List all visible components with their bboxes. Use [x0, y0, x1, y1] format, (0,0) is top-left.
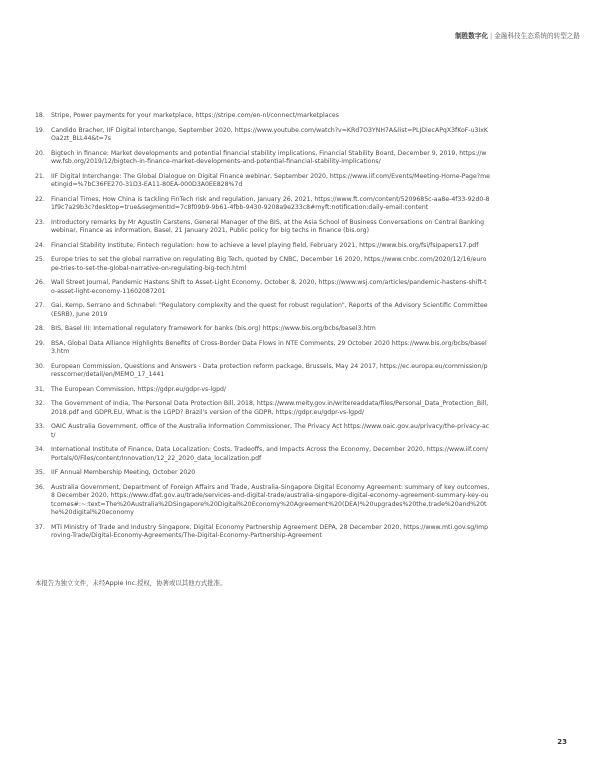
- reference-number: 27.: [35, 302, 45, 310]
- reference-text: Wall Street Journal, Pandemic Hastens Shift to Asset-Light Economy, October 8, 2020, https://www.wsj.com/articles/pandemic-hastens-shift-to-asset-light-economy-11602087201: [51, 279, 487, 295]
- reference-text: BIS, Basel III: International regulatory framework for banks (bis.org) https://www.bis.org/bcbs/basel3.htm: [51, 325, 376, 333]
- reference-item: [35, 484, 490, 518]
- reference-item: [35, 325, 490, 333]
- page-number: 23: [557, 738, 567, 746]
- reference-number: 30.: [35, 362, 45, 370]
- header-separator: |: [490, 32, 493, 40]
- reference-number: 33.: [35, 423, 45, 431]
- disclaimer-note: 本报告为独立文件，未经Apple Inc.授权，协著或以其他方式批准。: [35, 579, 227, 587]
- reference-item: [35, 446, 490, 463]
- reference-number: 19.: [35, 126, 45, 134]
- reference-item: [35, 400, 490, 417]
- reference-text: Financial Stability Institute, Fintech regulation: how to achieve a level playing field, February 2021, https://www.bis.org/fsi/fsipapers17.pdf: [51, 241, 479, 249]
- reference-number: 29.: [35, 339, 45, 347]
- reference-number: 31.: [35, 385, 45, 393]
- reference-number: 24.: [35, 241, 45, 249]
- reference-number: 28.: [35, 325, 45, 333]
- reference-text: Bigtech in finance: Market developments and potential financial stability implications, Financial Stability Board, December 9, 2019, https://www.fsb.org/2019/12/bigtech-in-finance-market-developments-and-potential-financial-stability-implications/: [51, 149, 487, 165]
- reference-item: [35, 302, 490, 319]
- reference-item: [35, 340, 490, 357]
- reference-item: [35, 127, 490, 144]
- reference-item: [35, 242, 490, 250]
- reference-text: The Government of India, The Personal Data Protection Bill, 2018, https://www.meity.gov.in/writereaddata/files/Personal_Data_Protection_Bill,2018.pdf and GDPR.EU, What is the LGPD? Brazil's version of the GDPR, https://gdpr.eu/gdpr-vs-lgpd/: [51, 400, 489, 416]
- reference-item: [35, 363, 490, 380]
- reference-number: 35.: [35, 469, 45, 477]
- reference-item: [35, 173, 490, 190]
- reference-number: 32.: [35, 400, 45, 408]
- reference-item: [35, 219, 490, 236]
- header-subtitle: 金融科技生态系统的转型之路: [494, 32, 580, 40]
- reference-number: 21.: [35, 172, 45, 180]
- reference-item: [35, 386, 490, 394]
- reference-text: IIF Digital Interchange: The Global Dialogue on Digital Finance webinar, September 2020, https://www.iif.com/Events/Meeting-Home-Page?meetingid=%7bC36FE270-31D3-EA11-80EA-000D3A0EE828%7d: [51, 172, 490, 188]
- reference-number: 37.: [35, 523, 45, 531]
- header-brand: 制胜数字化: [455, 32, 489, 40]
- reference-item: [35, 256, 490, 273]
- reference-text: MTI Ministry of Trade and Industry Singapore, Digital Economy Partnership Agreement DEPA, 28 December 2020, https://www.mti.gov.sg/Improving-Trade/Digital-Economy-Agreements/The-Digital-Economy-Partnership-Agreement: [51, 523, 489, 540]
- reference-text: Gai, Kemp, Serrano and Schnabel: "Regulatory complexity and the quest for robust regulation", Reports of the Advisory Scientific Committee (ESRB), June 2019: [51, 302, 488, 318]
- reference-number: 22.: [35, 195, 45, 203]
- running-header: [455, 30, 580, 40]
- reference-item: [35, 524, 490, 541]
- reference-text: OAIC Australia Government, office of the Australia Information Commissioner, The Privacy Act https://www.oaic.gov.au/privacy/the-privacy-act/: [51, 423, 490, 439]
- reference-list: [35, 112, 490, 547]
- reference-number: 26.: [35, 279, 45, 287]
- reference-number: 20.: [35, 149, 45, 157]
- reference-text: The European Commission, https://gdpr.eu/gdpr-vs-lgpd/: [51, 385, 227, 393]
- reference-number: 36.: [35, 483, 45, 491]
- reference-text: BSA, Global Data Alliance Highlights Benefits of Cross-Border Data Flows in NTE Comments, 29 October 2020 https://www.bis.org/bcbs/basel3.htm: [51, 339, 487, 356]
- reference-text: Europe tries to set the global narrative on regulating Big Tech, quoted by CNBC, December 16 2020, https://www.cnbc.com/2020/12/16/europe-tries-to-set-the-global-narrative-on-regulating-big-tech.html: [51, 256, 487, 272]
- reference-text: Financial Times, How China is tackling FinTech risk and regulation, January 26, 2021, https://www.ft.com/content/5209685c-aa8e-4f33-92d0-81f9c7a29b3c?desktop=true&segmentId=7c8f09b9-9b61-4fbb-9430-9208a9e233c8#myft:notification:daily-email:content: [51, 195, 490, 211]
- reference-number: 23.: [35, 218, 45, 226]
- reference-item: [35, 196, 490, 213]
- reference-item: [35, 423, 490, 440]
- reference-number: 34.: [35, 446, 45, 454]
- reference-text: Introductory remarks by Mr Agustín Carstens, General Manager of the BIS, at the Asia School of Business Conversations on Central Banking webinar, Finance as information, Basel, 21 January 2021, Public policy for big techs in finance (bis.org): [51, 218, 485, 234]
- reference-text: Australia Government, Department of Foreign Affairs and Trade, Australia-Singapore Digital Economy Agreement: summary of key outcomes, 8 December 2020, https://www.dfat.gov.au/trade/services-and-digital-trade/australia-singapore-digital-economy-agreement-summary-key-outcomes#:~:text=The%20Australia%2DSingapore%20Digital%20Economy%20Agreement%20(DEA)%20upgrades%20the,trade%20and%20the%20digital%20economy: [51, 483, 490, 517]
- reference-text: European Commission, Questions and Answers - Data protection reform package, Brussels, May 24 2017, https://ec.europa.eu/commission/presscorner/detail/en/MEMO_17_1441: [51, 362, 488, 379]
- reference-text: Candido Bracher, IIF Digital Interchange, September 2020, https://www.youtube.com/watch?v=KRd7O3YNH7A&list=PLJDiecAPqX3fKoF-u3IxKOa2zt_BLL44&t=7s: [51, 126, 488, 142]
- reference-item: [35, 469, 490, 477]
- reference-number: 25.: [35, 256, 45, 264]
- reference-text: IIF Annual Membership Meeting, October 2020: [51, 469, 196, 477]
- reference-item: [35, 279, 490, 296]
- reference-item: [35, 112, 490, 120]
- reference-text: International Institute of Finance, Data Localization: Costs, Tradeoffs, and Impacts Across the Economy, December 2020, https://www.iif.com/Portals/0/Files/content/Innovation/12_22_2020_data_localization.pdf: [51, 446, 488, 462]
- reference-number: 18.: [35, 112, 45, 119]
- reference-item: [35, 150, 490, 167]
- reference-text: Stripe, Power payments for your marketplace, https://stripe.com/en-nl/connect/marketplaces: [51, 112, 339, 119]
